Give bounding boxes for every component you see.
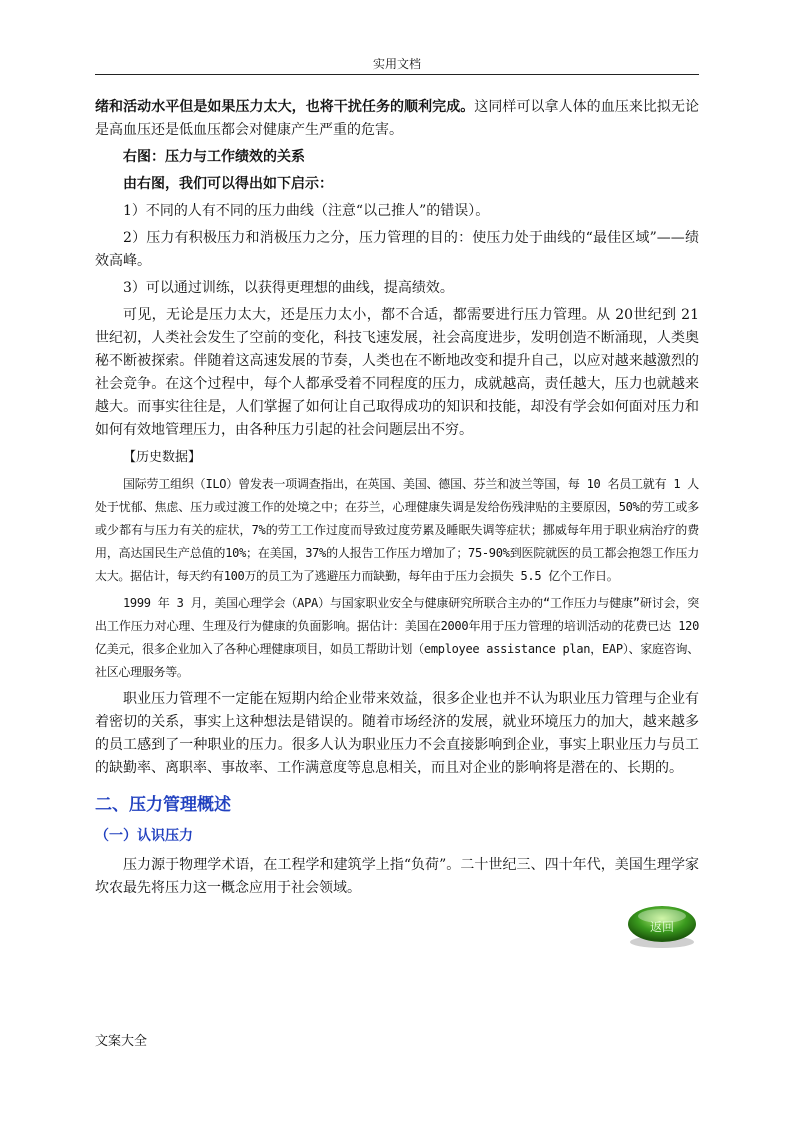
document-body — [95, 96, 699, 904]
history-paragraph-1: 国际劳工组织（ILO）曾发表一项调查指出，在英国、美国、德国、芬兰和波兰等国，每 10 名员工就有 1 人处于忧郁、焦虑、压力或过渡工作的处境之中；在芬兰，心理健康失调是发给伤残津贴的主要原因，50%的劳工或多或少都有与压力有关的症状，7%的劳工工作过度而导致过度劳累及睡眠失调等症状；挪威每年用于职业病治疗的费用，高达国民生产总值的10%；在美国，37%的人报告工作压力增加了；75-90%到医院就医的员工都会抱怨工作压力太大。据估计，每天约有100万的员工为了逃避压力而缺勤，每年由于压力会损失 5.5 亿个工作日。 — [95, 477, 699, 583]
back-button[interactable] — [624, 902, 700, 950]
section-heading: 二、压力管理概述 — [95, 795, 231, 815]
paragraph-occupational: 职业压力管理不一定能在短期内给企业带来效益，很多企业也并不认为职业压力管理与企业有着密切的关系，事实上这种想法是错误的。随着市场经济的发展，就业环境压力的加大，越来越多的员工感到了一种职业的压力。很多人认为职业压力不会直接影响到企业，事实上职业压力与员工的缺勤率、离职率、事故率、工作满意度等息息相关，而且对企业的影响将是潜在的、长期的。 — [95, 691, 699, 776]
history-paragraph-2: 1999 年 3 月，美国心理学会（APA）与国家职业安全与健康研究所联合主办的“工作压力与健康”研讨会，突出工作压力对心理、生理及行为健康的负面影响。据估计：美国在2000年用于压力管理的培训活动的花费已达 120 亿美元，很多企业加入了各种心理健康项目，如员工帮助计划（employee assistance plan，EAP）、家庭咨询、社区心理服务等。 — [95, 596, 699, 679]
paragraph-visible: 可见，无论是压力太大，还是压力太小，都不合适，都需要进行压力管理。从 20世纪到 21世纪初，人类社会发生了空前的变化，科技飞速发展，社会高度进步，发明创造不断涌现，人类奥秘不断被探索。伴随着这高速发展的节奏，人类也在不断地改变和提升自己，以应对越来越激烈的社会竞争。在这个过程中，每个人都承受着不同程度的压力，成就越高，责任越大，压力也就越来越大。而事实往往是，人们掌握了如何让自己取得成功的知识和技能，却没有学会如何面对压力和如何有效地管理压力，由各种压力引起的社会问题层出不穷。 — [95, 307, 699, 438]
list-item-3: 3）可以通过训练，以获得更理想的曲线，提高绩效。 — [123, 280, 454, 296]
paragraph-last: 压力源于物理学术语，在工程学和建筑学上指“负荷”。二十世纪三、四十年代，美国生理学家坎农最先将压力这一概念应用于社会领域。 — [95, 857, 699, 896]
figure-caption: 右图：压力与工作绩效的关系 — [123, 149, 305, 165]
inference-heading: 由右图，我们可以得出如下启示： — [123, 176, 333, 192]
page-header: 实用文档 — [372, 57, 421, 71]
list-item-2: 2）压力有积极压力和消极压力之分，压力管理的目的：使压力处于曲线的“最佳区域”——绩效高峰。 — [95, 230, 699, 269]
page-footer: 文案大全 — [95, 1034, 148, 1049]
intro-bold-text: 绪和活动水平但是如果压力太大，也将干扰任务的顺利完成。 — [95, 99, 475, 115]
intro-text: 这同样可以拿人体的血压来比拟无论是高血压还是低血压都会对健康产生严重的危害。 — [95, 99, 700, 138]
paragraph-intro — [95, 96, 699, 142]
history-title: 【历史数据】 — [123, 450, 202, 465]
back-button-label: 返回 — [649, 920, 675, 934]
subsection-heading: （一）认识压力 — [95, 828, 193, 844]
back-button-icon — [624, 902, 700, 950]
list-item-1: 1）不同的人有不同的压力曲线（注意“以己推人”的错误）。 — [123, 203, 490, 219]
header-divider — [95, 74, 699, 75]
